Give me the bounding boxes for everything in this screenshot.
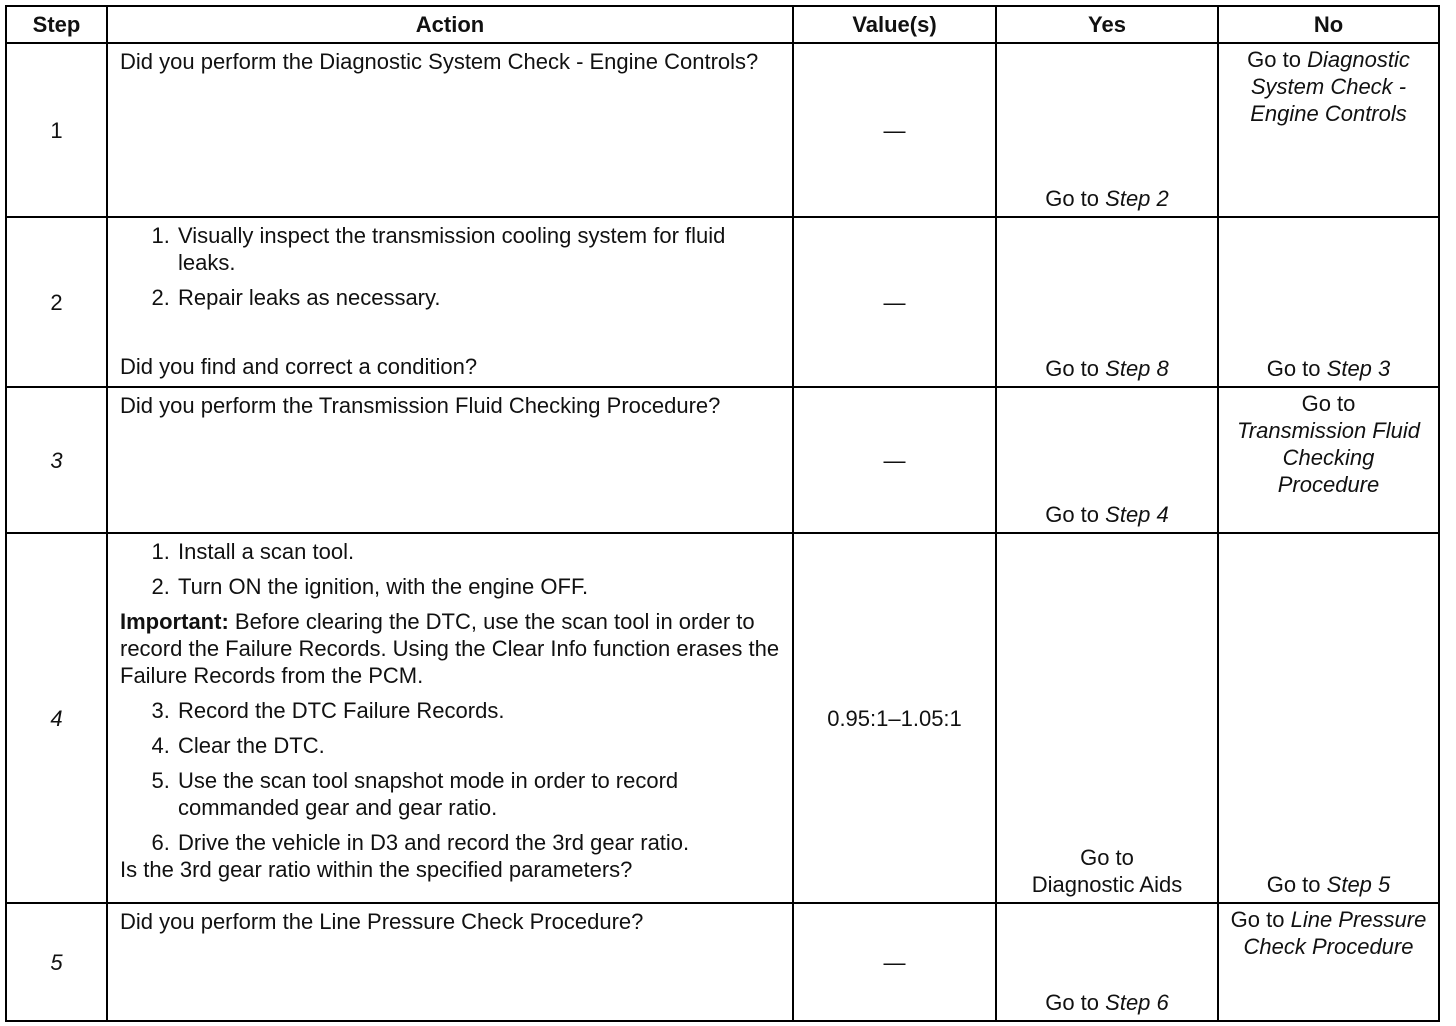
yes-link[interactable]: Step 2 [1105,186,1169,211]
no-link[interactable]: Line Pressure Check Procedure [1243,907,1427,959]
no-link[interactable]: Diagnostic System Check - Engine Controls [1250,47,1410,126]
table-row [6,533,1439,903]
list-item: 3. Record the DTC Failure Records. [176,697,780,724]
table-row [6,387,1439,533]
value-cell: — [793,217,996,387]
header-values: Value(s) [793,6,996,43]
step-number: 1 [6,43,107,217]
action-question: Did you perform the Transmission Fluid Checking Procedure? [120,393,721,418]
no-cell [1218,43,1439,217]
no-link[interactable]: Transmission Fluid Checking Procedure [1237,418,1420,497]
value-cell: — [793,903,996,1021]
action-list [120,538,780,600]
list-item: 2. Turn ON the ignition, with the engine OFF. [176,573,780,600]
yes-link[interactable]: Step 4 [1105,502,1169,527]
yes-link[interactable]: Step 6 [1105,990,1169,1015]
header-action: Action [107,6,793,43]
step-number: 4 [6,533,107,903]
table-row [6,903,1439,1021]
yes-cell [996,903,1218,1021]
action-question: Is the 3rd gear ratio within the specified parameters? [120,857,633,882]
yes-cell [996,387,1218,533]
table-row [6,43,1439,217]
list-item: 4. Clear the DTC. [176,732,780,759]
action-cell [107,533,793,903]
no-cell [1218,903,1439,1021]
yes-prefix: Go to [1045,990,1100,1015]
action-question: Did you perform the Line Pressure Check Procedure? [120,909,644,934]
no-cell [1218,533,1439,903]
header-no: No [1218,6,1439,43]
action-cell [107,217,793,387]
important-note [120,608,780,689]
yes-cell [996,43,1218,217]
no-link[interactable]: Step 5 [1326,872,1391,897]
important-text: Before clearing the DTC, use the scan tool in order to record the Failure Records. Using the Clear Info function erases the Failure Records from the PCM. [120,609,780,688]
step-number: 5 [6,903,107,1021]
action-list [120,222,780,311]
yes-cell [996,217,1218,387]
action-question: Did you find and correct a condition? [120,354,478,379]
no-prefix: Go to [1266,872,1321,897]
yes-link[interactable]: Diagnostic Aids [1031,872,1183,897]
list-item: 1. Visually inspect the transmission cooling system for fluid leaks. [176,222,780,276]
no-cell [1218,217,1439,387]
action-list [120,697,780,856]
value-cell: 0.95:1–1.05:1 [793,533,996,903]
list-item: 6. Drive the vehicle in D3 and record the 3rd gear ratio. [176,829,780,856]
no-prefix: Go to [1266,356,1321,381]
header-yes: Yes [996,6,1218,43]
no-prefix: Go to [1301,391,1356,416]
header-step: Step [6,6,107,43]
diagnostic-table [5,5,1440,1022]
value-cell: — [793,43,996,217]
yes-prefix: Go to [1080,845,1134,870]
no-prefix: Go to [1230,907,1285,932]
no-link[interactable]: Step 3 [1326,356,1391,381]
list-item: 2. Repair leaks as necessary. [176,284,780,311]
table-row [6,217,1439,387]
list-item: 5. Use the scan tool snapshot mode in order to record commanded gear and gear ratio. [176,767,780,821]
yes-prefix: Go to [1045,186,1100,211]
action-question: Did you perform the Diagnostic System Check - Engine Controls? [120,49,759,74]
no-prefix: Go to [1247,47,1301,72]
step-number: 2 [6,217,107,387]
yes-link[interactable]: Step 8 [1105,356,1169,381]
yes-cell [996,533,1218,903]
value-cell: — [793,387,996,533]
important-label: Important: [120,609,229,634]
action-cell [107,387,793,533]
no-cell [1218,387,1439,533]
step-number: 3 [6,387,107,533]
action-cell [107,903,793,1021]
header-row [6,6,1439,43]
action-cell [107,43,793,217]
yes-prefix: Go to [1045,356,1100,381]
list-item: 1. Install a scan tool. [176,538,780,565]
yes-prefix: Go to [1045,502,1100,527]
